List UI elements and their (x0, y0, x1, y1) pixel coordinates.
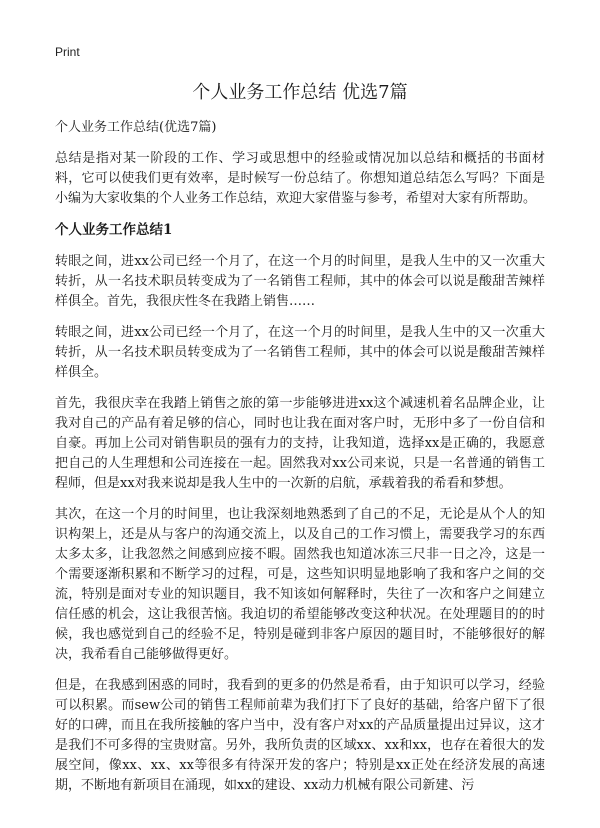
body-paragraph-1: 转眼之间，进xx公司已经一个月了，在这一个月的时间里，是我人生中的又一次重大转折，从一名技术职员转变成为了一名销售工程师，其中的体会可以说是酸甜苦辣样样俱全。首先，我很庆性冬在我踏上销售…… (55, 254, 545, 309)
body-paragraph-3: 首先，我很庆幸在我踏上销售之旅的第一步能够进进xx这个减速机着名品牌企业，让我对自己的产品有着足够的信心，同时也让我在面对客户时，无形中多了一份自信和自豪。再加上公司对销售职员的强有力的支持，让我知道，选择xx是正确的，我愿意把自己的人生理想和公司连接在一起。固然我对xx公司来说，只是一名普通的销售工程师，但是xx对我来说却是我人生中的一次新的启航，承载着我的希看和梦想。 (55, 396, 545, 491)
document-body (55, 118, 545, 807)
body-paragraph-2: 转眼之间，进xx公司已经一个月了，在这一个月的时间里，是我人生中的又一次重大转折，从一名技术职员转变成为了一名销售工程师，其中的体会可以说是酸甜苦辣样样俱全。 (55, 325, 545, 380)
document-title: 个人业务工作总结 优选7篇 (192, 82, 408, 103)
intro-paragraph: 总结是指对某一阶段的工作、学习或思想中的经验或情况加以总结和概括的书面材料，它可以使我们更有效率，是时候写一份总结了。你想知道总结怎么写吗？下面是小编为大家收集的个人业务工作总结，欢迎大家借鉴与参考，希望对大家有所帮助。 (55, 151, 545, 206)
body-paragraph-4: 其次，在这一个月的时间里，也让我深刻地熟悉到了自己的不足，无论是从个人的知识构架上，还是从与客户的沟通交流上，以及自己的工作习惯上，需要我学习的东西太多太多，让我忽然之间感到应接不暇。固然我也知道冰冻三尺非一日之冷，这是一个需要逐渐积累和不断学习的过程，可是，这些知识明显地影响了我和客户之间的交流，特别是面对专业的知识题目，我不知该如何解释时，失往了一次和客户之间建立信任感的机会，这让我很苦恼。我迫切的希望能够改变这种状况。在处理题目的的时候，我也感觉到自己的经验不足，特别是碰到非客户原因的题目时，不能够很好的解决，我希看自己能够做得更好。 (55, 507, 545, 662)
print-link[interactable]: Print (55, 45, 80, 59)
section-heading: 个人业务工作总结1 (55, 222, 173, 238)
document-subtitle: 个人业务工作总结(优选7篇) (55, 120, 217, 135)
body-paragraph-5: 但是，在我感到困惑的同时，我看到的更多的仍然是希看，由于知识可以学习，经验可以积累。而sew公司的销售工程师前辈为我们打下了良好的基础，给客户留下了很好的口碑，而且在我所接触的客户当中，没有客户对xx的产品质量提出过异议，这才是我们不可多得的宝贵财富。另外，我所负责的区域xx、xx和xx，也存在着很大的发展空间，像xx、xx、xx等很多有待深开发的客户；特别是xx正处在经济发展的高速期，不断地有新项目在涌现，如xx的建设、xx动力机械有限公司新建、污 (55, 678, 545, 793)
